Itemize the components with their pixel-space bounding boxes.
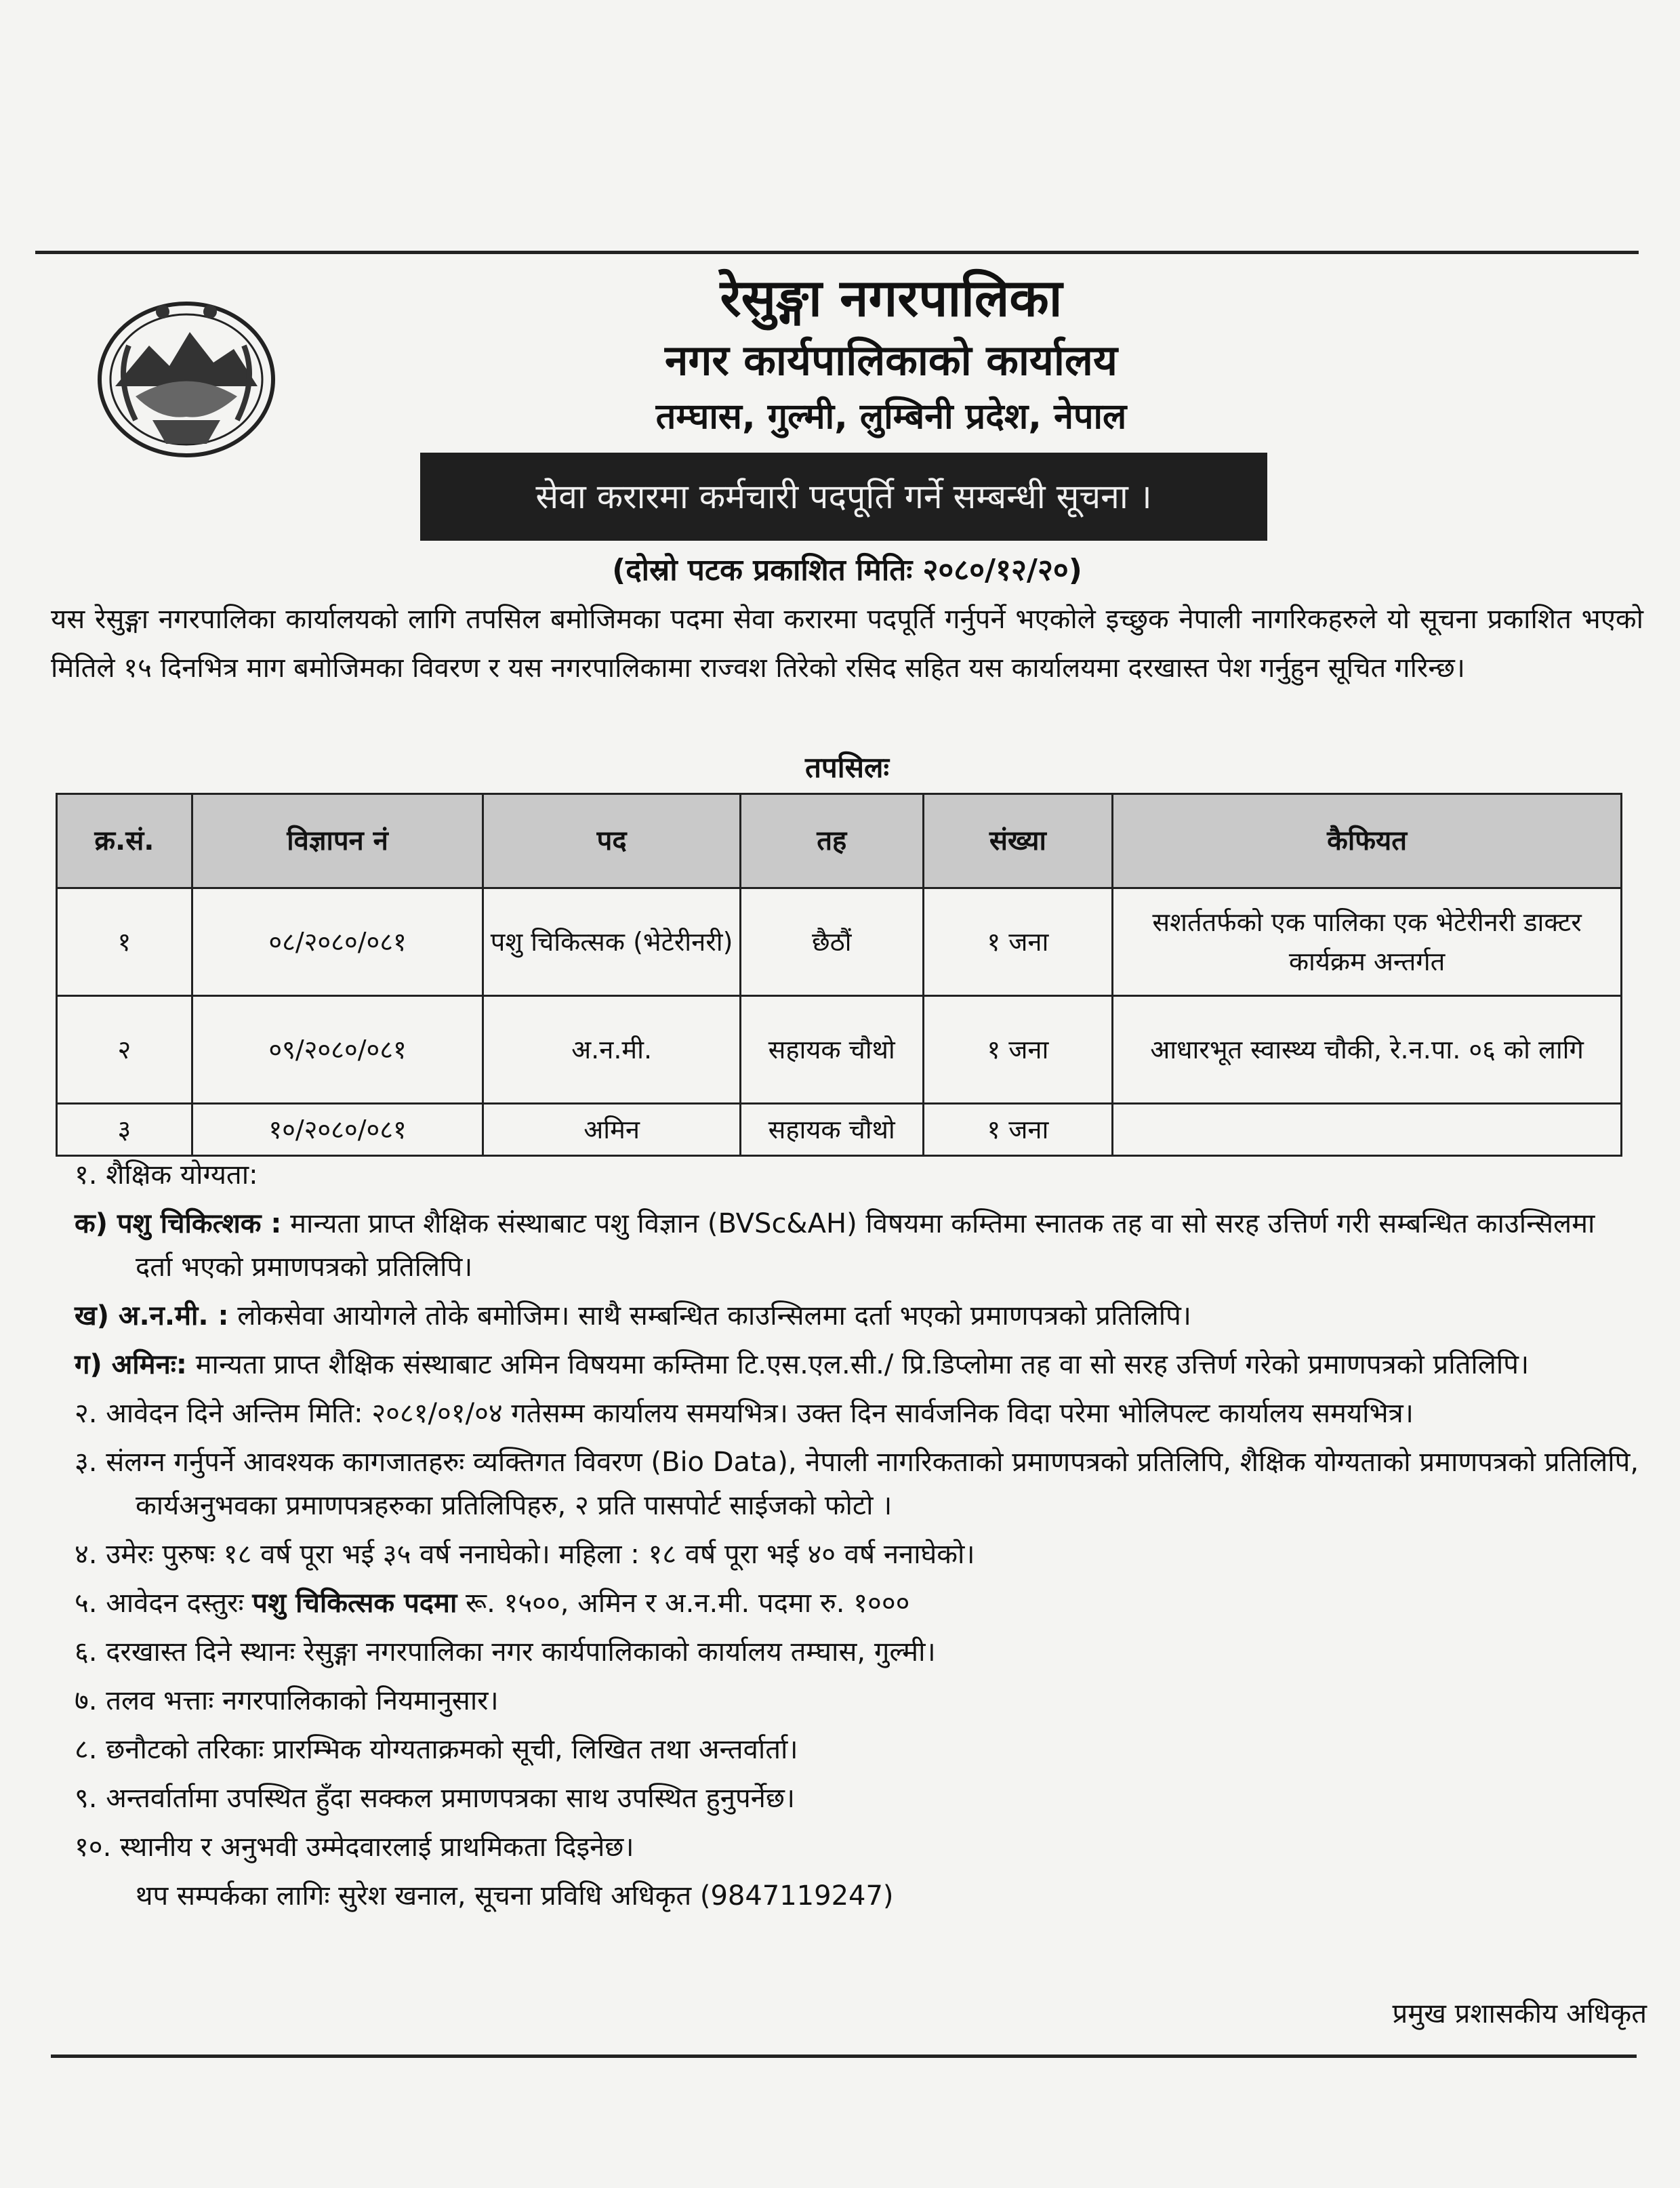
- qualification-vet-label: क) पशु चिकित्शक :: [75, 1208, 282, 1239]
- note-deadline: २. आवेदन दिने अन्तिम मिति: २०८१/०१/०४ गतेसम्म कार्यालय समयभित्र। उक्त दिन सार्वजनिक विदा परेमा भोलिपल्ट कार्यालय समयभित्र।: [75, 1398, 1414, 1429]
- cell-ad-no: ०९/२०८०/०८१: [192, 996, 483, 1104]
- contact-info: थप सम्पर्कका लागिः सुरेश खनाल, सूचना प्रविधि अधिकृत (9847119247): [136, 1880, 894, 1912]
- details-label: तपसिलः: [804, 751, 890, 784]
- signatory-title: प्रमुख प्रशासकीय अधिकृत: [1392, 1998, 1647, 2029]
- note-interview: ९. अन्तर्वार्तामा उपस्थित हुँदा सक्कल प्रमाणपत्रका साथ उपस्थित हुनुपर्नेछ।: [75, 1783, 796, 1814]
- col-header-remarks: कैफियत: [1113, 794, 1622, 888]
- cell-post: अ.न.मी.: [483, 996, 741, 1104]
- note-documents: ३. संलग्न गर्नुपर्ने आवश्यक कागजातहरुः व्यक्तिगत विवरण (Bio Data), नेपाली नागरिकताको प्रमाणपत्रको प्रतिलिपि, शैक्षिक योग्यताको प्रमाणपत्रको प्रतिलिपि, कार्यअनुभवका प्रमाणपत्रहरुका प्रतिलिपिहरु, २ प्रति पासपोर्ट साईजको फोटो ।: [75, 1447, 1639, 1521]
- cell-sn: ३: [57, 1104, 192, 1156]
- cell-remarks: आधारभूत स्वास्थ्य चौकी, रे.न.पा. ०६ को लागि: [1113, 996, 1622, 1104]
- note-fee-bold: पशु चिकित्सक पदमा: [252, 1588, 457, 1619]
- cell-count: १ जना: [923, 1104, 1113, 1156]
- cell-remarks: सशर्ततर्फको एक पालिका एक भेटेरीनरी डाक्टर कार्यक्रम अन्तर्गत: [1113, 888, 1622, 996]
- cell-ad-no: ०८/२०८०/०८१: [192, 888, 483, 996]
- col-header-sn: क्र.सं.: [57, 794, 192, 888]
- publication-date: (दोस्रो पटक प्रकाशित मितिः २०८०/१२/२०): [612, 553, 1082, 587]
- qualification-amin: [75, 1343, 1640, 1386]
- note-age: ४. उमेरः पुरुषः १८ वर्ष पूरा भई ३५ वर्ष ननाघेको। महिला : १८ वर्ष पूरा भई ४० वर्ष ननाघेको।: [75, 1539, 975, 1570]
- emblem-logo: [88, 285, 285, 468]
- note-fee: [75, 1582, 1640, 1625]
- col-header-ad-no: विज्ञापन नं: [192, 794, 483, 888]
- col-header-level: तह: [740, 794, 923, 888]
- col-header-count: संख्या: [923, 794, 1113, 888]
- table-row: [57, 1104, 1622, 1156]
- note-fee-prefix: ५. आवेदन दस्तुरः: [75, 1588, 244, 1619]
- cell-sn: १: [57, 888, 192, 996]
- qualification-anm-text: लोकसेवा आयोगले तोके बमोजिम। साथै सम्बन्धित काउन्सिलमा दर्ता भएको प्रमाणपत्रको प्रतिलिपि।: [237, 1300, 1191, 1332]
- office-name: नगर कार्यपालिकाको कार्यालय: [665, 335, 1118, 385]
- notes-section: [75, 1153, 1640, 1923]
- table-header-row: [57, 794, 1622, 888]
- cell-level: सहायक चौथो: [740, 996, 923, 1104]
- note-salary: ७. तलव भत्ताः नगरपालिकाको नियमानुसार।: [75, 1685, 499, 1716]
- cell-sn: २: [57, 996, 192, 1104]
- note-fee-suffix: रू. १५००, अमिन र अ.न.मी. पदमा रु. १०००: [466, 1588, 910, 1619]
- table-row: [57, 996, 1622, 1104]
- municipality-title: रेसुङ्गा नगरपालिका: [720, 268, 1063, 328]
- table-row: [57, 888, 1622, 996]
- cell-level: छैठौं: [740, 888, 923, 996]
- intro-paragraph: यस रेसुङ्गा नगरपालिका कार्यालयको लागि तपसिल बमोजिमका पदमा सेवा करारमा पदपूर्ति गर्नुपर्ने भएकोले इच्छुक नेपाली नागरिकहरुले यो सूचना प्रकाशित भएको मितिले १५ दिनभित्र माग बमोजिमका विवरण र यस नगरपालिकामा राज्वश तिरेको रसिद सहित यस कार्यालयमा दरखास्त पेश गर्नुहुन सूचित गरिन्छ।: [51, 604, 1643, 684]
- note-location: ६. दरखास्त दिने स्थानः रेसुङ्गा नगरपालिका नगर कार्यपालिकाको कार्यालय तम्घास, गुल्मी।: [75, 1636, 936, 1668]
- qualification-amin-text: मान्यता प्राप्त शैक्षिक संस्थाबाट अमिन विषयमा कम्तिमा टि.एस.एल.सी./ प्रि.डिप्लोमा तह वा सो सरह उत्तिर्ण गरेको प्रमाणपत्रको प्रतिलिपि।: [195, 1349, 1530, 1380]
- top-rule: [35, 251, 1639, 254]
- cell-remarks: [1113, 1104, 1622, 1156]
- qualification-vet-text: मान्यता प्राप्त शैक्षिक संस्थाबाट पशु विज्ञान (BVSc&AH) विषयमा कम्तिमा स्नातक तह वा सो सरह उत्तिर्ण गरी सम्बन्धित काउन्सिलमा दर्ता भएको प्रमाणपत्रको प्रतिलिपि।: [136, 1208, 1595, 1283]
- cell-level: सहायक चौथो: [740, 1104, 923, 1156]
- note-priority: १०. स्थानीय र अनुभवी उम्मेदवारलाई प्राथमिकता दिइनेछ।: [75, 1832, 634, 1863]
- cell-ad-no: १०/२०८०/०८१: [192, 1104, 483, 1156]
- notice-heading-banner: सेवा करारमा कर्मचारी पदपूर्ति गर्ने सम्बन्धी सूचना ।: [420, 453, 1267, 541]
- bottom-rule: [51, 2055, 1637, 2058]
- vacancy-table: [56, 793, 1622, 1157]
- qualification-anm-label: ख) अ.न.मी. :: [75, 1300, 229, 1332]
- qualification-anm: [75, 1294, 1640, 1338]
- note-selection: ८. छनौटको तरिकाः प्रारम्भिक योग्यताक्रमको सूची, लिखित तथा अन्तर्वार्ता।: [75, 1734, 798, 1765]
- qualification-heading: १. शैक्षिक योग्यता:: [75, 1159, 258, 1191]
- cell-post: अमिन: [483, 1104, 741, 1156]
- qualification-amin-label: ग) अमिनः:: [75, 1349, 187, 1380]
- qualification-vet: [75, 1202, 1640, 1289]
- office-address: तम्घास, गुल्मी, लुम्बिनी प्रदेश, नेपाल: [655, 396, 1127, 437]
- cell-count: १ जना: [923, 996, 1113, 1104]
- col-header-post: पद: [483, 794, 741, 888]
- cell-count: १ जना: [923, 888, 1113, 996]
- cell-post: पशु चिकित्सक (भेटेरीनरी): [483, 888, 741, 996]
